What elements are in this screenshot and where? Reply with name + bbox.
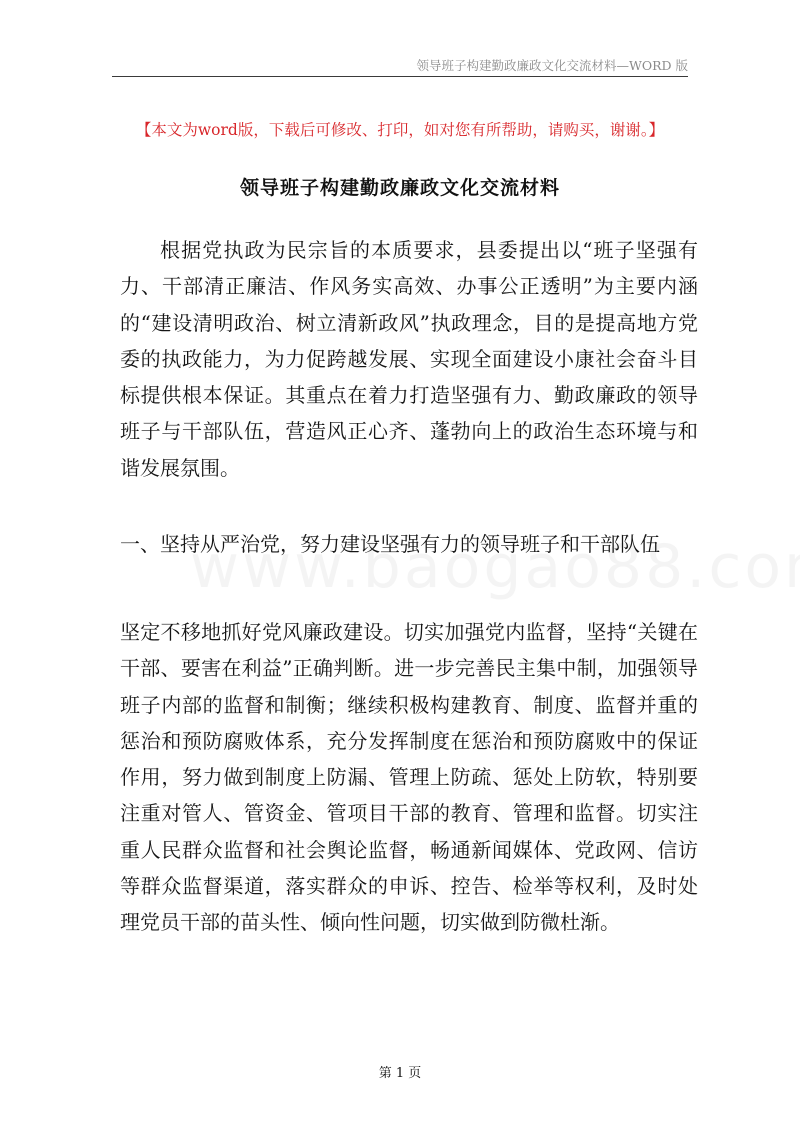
- page-number: 第 1 页: [378, 1066, 422, 1081]
- intro-paragraph: 根据党执政为民宗旨的本质要求，县委提出以“班子坚强有力、干部清正廉洁、作风务实高效、办事公正透明”为主要内涵的“建设清明政治、树立清新政风”执政理念，目的是提高地方党委的执政能力，为力促跨越发展、实现全面建设小康社会奋斗目标提供根本保证。其重点在着力打造坚强有力、勤政廉政的领导班子与干部队伍，营造风正心齐、蓬勃向上的政治生态环境与和谐发展氛围。: [120, 238, 698, 480]
- running-header: 领导班子构建勤政廉政文化交流材料—WORD 版: [416, 58, 688, 73]
- section-heading-1: 一、坚持从严治党，努力建设坚强有力的领导班子和干部队伍: [120, 532, 660, 556]
- document-title: 领导班子构建勤政廉政文化交流材料: [239, 177, 560, 199]
- section-1-paragraph: 坚定不移地抓好党风廉政建设。切实加强党内监督，坚持“关键在干部、要害在利益”正确判断。进一步完善民主集中制，加强领导班子内部的监督和制衡；继续积极构建教育、制度、监督并重的惩治和预防腐败体系，充分发挥制度在惩治和预防腐败中的保证作用，努力做到制度上防漏、管理上防疏、惩处上防软，特别要注重对管人、管资金、管项目干部的教育、管理和监督。切实注重人民群众监督和社会舆论监督，畅通新闻媒体、党政网、信访等群众监督渠道，落实群众的申诉、控告、检举等权利，及时处理党员干部的苗头性、倾向性问题，切实做到防微杜渐。: [120, 620, 698, 935]
- purchase-notice: 【本文为word版，下载后可修改、打印，如对您有所帮助，请购买，谢谢。】: [135, 121, 665, 139]
- header-divider: [112, 76, 688, 77]
